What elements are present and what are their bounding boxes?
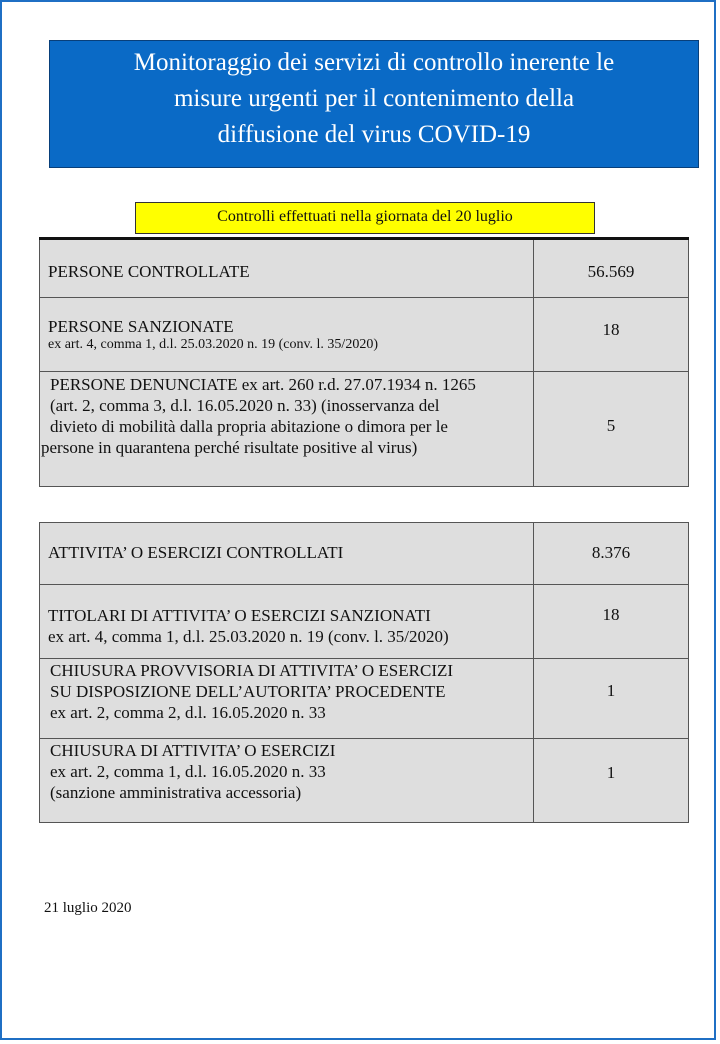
row-value-cell xyxy=(534,585,689,659)
closure-line: CHIUSURA DI ATTIVITA’ O ESERCIZI xyxy=(50,741,336,760)
persons-reported-line: PERSONE DENUNCIATE ex art. 260 r.d. 27.07.1934 n. 1265 xyxy=(50,375,476,394)
persons-reported-line: (art. 2, comma 3, d.l. 16.05.2020 n. 33) (inosservanza del xyxy=(50,396,440,415)
table-row xyxy=(40,298,689,372)
persons-sanctioned-label: PERSONE SANZIONATE xyxy=(48,317,234,336)
row-value-cell xyxy=(534,659,689,739)
subtitle-banner: Controlli effettuati nella giornata del 20 luglio xyxy=(135,202,595,234)
persons-table xyxy=(39,237,689,487)
table-row xyxy=(40,523,689,585)
row-label-cell xyxy=(40,239,534,298)
title-line: misure urgenti per il contenimento della xyxy=(173,85,575,112)
row-label-cell xyxy=(40,523,534,585)
title-box xyxy=(49,40,699,168)
persons-sanctioned-note: ex art. 4, comma 1, d.l. 25.03.2020 n. 19 (conv. l. 35/2020) xyxy=(48,337,378,352)
table-row xyxy=(40,739,689,823)
business-controlled-label: ATTIVITA’ O ESERCIZI CONTROLLATI xyxy=(48,543,344,562)
row-label-cell xyxy=(40,585,534,659)
row-value-cell xyxy=(534,523,689,585)
row-label-cell xyxy=(40,659,534,739)
row-label-cell xyxy=(40,298,534,372)
owners-sanctioned-line: ex art. 4, comma 1, d.l. 25.03.2020 n. 19 (conv. l. 35/2020) xyxy=(48,627,449,646)
owners-sanctioned-value: 18 xyxy=(602,605,620,624)
table-row xyxy=(40,585,689,659)
row-value-cell xyxy=(534,298,689,372)
title-line: diffusione del virus COVID-19 xyxy=(217,121,531,148)
owners-sanctioned-line: TITOLARI DI ATTIVITA’ O ESERCIZI SANZIONATI xyxy=(48,606,431,625)
persons-controlled-value: 56.569 xyxy=(587,262,635,281)
table-row xyxy=(40,659,689,739)
row-value-cell xyxy=(534,372,689,487)
title-line: Monitoraggio dei servizi di controllo inerente le xyxy=(133,49,615,76)
provisional-closure-line: ex art. 2, comma 2, d.l. 16.05.2020 n. 33 xyxy=(50,703,326,722)
persons-reported-line: divieto di mobilità dalla propria abitazione o dimora per le xyxy=(50,417,448,436)
table-row xyxy=(40,239,689,298)
business-table xyxy=(39,522,689,823)
closure-value: 1 xyxy=(606,763,616,782)
provisional-closure-value: 1 xyxy=(606,681,616,700)
closure-line: ex art. 2, comma 1, d.l. 16.05.2020 n. 33 xyxy=(50,762,326,781)
business-controlled-value: 8.376 xyxy=(591,543,631,562)
row-label-cell xyxy=(40,739,534,823)
row-value-cell xyxy=(534,239,689,298)
persons-sanctioned-value: 18 xyxy=(602,320,620,339)
persons-reported-value: 5 xyxy=(606,416,616,435)
document-date: 21 luglio 2020 xyxy=(44,900,132,916)
row-value-cell xyxy=(534,739,689,823)
persons-controlled-label: PERSONE CONTROLLATE xyxy=(48,262,250,281)
closure-line: (sanzione amministrativa accessoria) xyxy=(50,783,302,802)
provisional-closure-line: CHIUSURA PROVVISORIA DI ATTIVITA’ O ESERCIZI xyxy=(50,661,454,680)
provisional-closure-line: SU DISPOSIZIONE DELL’AUTORITA’ PROCEDENTE xyxy=(50,682,446,701)
table-row xyxy=(40,372,689,487)
persons-reported-line: persone in quarantena perché risultate positive al virus) xyxy=(41,438,418,457)
row-label-cell xyxy=(40,372,534,487)
